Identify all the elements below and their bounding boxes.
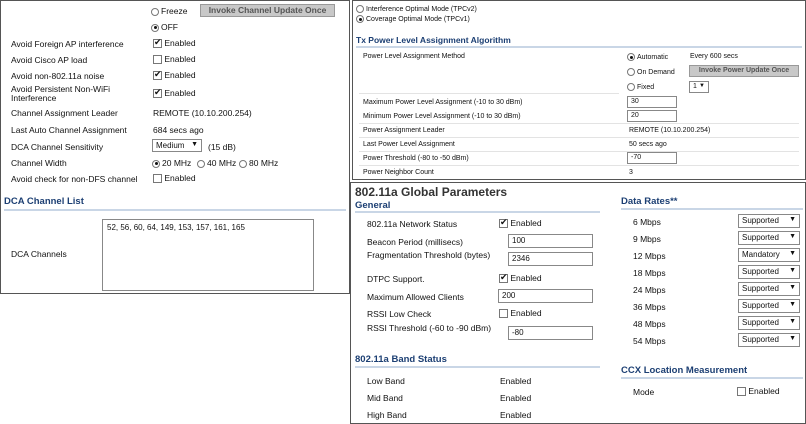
rate-value: Supported (742, 233, 779, 242)
off-option[interactable] (151, 22, 178, 32)
low-band-label: Low Band (367, 376, 405, 386)
avoid-foreign-ap-label: Avoid Foreign AP interference (11, 39, 124, 49)
width-20-radio[interactable] (152, 160, 160, 168)
width-80-option[interactable] (239, 158, 278, 168)
network-status-toggle[interactable] (499, 218, 542, 228)
beacon-period-label: Beacon Period (millisecs) (367, 237, 463, 247)
rate-value: Supported (742, 318, 779, 327)
channel-leader-value: REMOTE (10.10.200.254) (153, 108, 252, 118)
data-rates-title: Data Rates** (621, 196, 678, 207)
row-divider (359, 137, 799, 138)
avoid-persistent-toggle[interactable] (153, 88, 196, 98)
ccx-mode-toggle[interactable] (737, 386, 780, 396)
mode-tpcv1-option[interactable] (356, 15, 470, 23)
fragmentation-value: 2346 (512, 254, 530, 263)
dca-sensitivity-value: Medium (156, 141, 185, 150)
dca-channels-textarea[interactable] (102, 219, 314, 291)
max-clients-input[interactable] (498, 289, 593, 303)
fixed-label: Fixed (637, 83, 655, 91)
section-divider (355, 366, 600, 368)
rate-48-select[interactable] (738, 316, 800, 330)
power-leader-value: REMOTE (10.10.200.254) (629, 127, 711, 134)
enabled-label: Enabled (164, 38, 196, 48)
section-divider (355, 211, 600, 213)
last-power-label: Last Power Level Assignment (363, 141, 455, 148)
avoid-cisco-ap-toggle[interactable] (153, 54, 196, 64)
width-80-label: 80 MHz (249, 158, 279, 168)
last-auto-value: 684 secs ago (153, 125, 204, 135)
chevron-down-icon: ▼ (789, 335, 796, 342)
avoid-persistent-checkbox[interactable] (153, 89, 162, 98)
row-divider (359, 165, 799, 166)
off-radio[interactable] (151, 24, 159, 32)
enabled-label: Enabled (510, 218, 542, 228)
rate-9-select[interactable] (738, 231, 800, 245)
row-divider (359, 151, 799, 152)
enabled-label: Enabled (164, 173, 196, 183)
section-divider (621, 377, 803, 379)
last-auto-label: Last Auto Channel Assignment (11, 125, 127, 135)
rate-label: 36 Mbps (633, 302, 666, 312)
ccx-mode-label: Mode (633, 387, 655, 397)
rate-value: Supported (742, 301, 779, 310)
fixed-level-select[interactable] (689, 81, 709, 93)
avoid-persistent-label: Avoid Persistent Non-WiFi Interference (11, 84, 111, 103)
avoid-cisco-ap-label: Avoid Cisco AP load (11, 55, 88, 65)
ccx-mode-checkbox[interactable] (737, 387, 746, 396)
network-status-label: 802.11a Network Status (367, 219, 458, 229)
general-section-title: General (355, 200, 391, 211)
tx-power-section-title: Tx Power Level Assignment Algorithm (356, 35, 511, 45)
max-clients-value: 200 (502, 291, 516, 300)
fixed-level-value: 1 (693, 83, 697, 90)
network-status-checkbox[interactable] (499, 219, 508, 228)
automatic-radio[interactable] (627, 53, 635, 61)
rate-12-select[interactable] (738, 248, 800, 262)
dca-channels-label: DCA Channels (11, 249, 67, 259)
high-band-value: Enabled (500, 410, 532, 420)
mode-tpcv2-option[interactable] (356, 5, 477, 13)
rate-24-select[interactable] (738, 282, 800, 296)
low-band-value: Enabled (500, 376, 532, 386)
section-divider (356, 46, 802, 48)
rssi-low-toggle[interactable] (499, 308, 542, 318)
neighbor-count-label: Power Neighbor Count (363, 169, 434, 176)
non-dfs-toggle[interactable] (153, 173, 196, 183)
width-80-radio[interactable] (239, 160, 247, 168)
high-band-label: High Band (367, 410, 407, 420)
method-label: Power Level Assignment Method (363, 53, 465, 60)
mode-tpcv1-label: Coverage Optimal Mode (TPCv1) (366, 15, 470, 23)
invoke-power-update-button[interactable]: Invoke Power Update Once (689, 65, 799, 77)
beacon-period-value: 100 (512, 236, 526, 245)
rate-label: 6 Mbps (633, 217, 661, 227)
ccx-section-title: CCX Location Measurement (621, 365, 748, 376)
min-power-value: 20 (631, 112, 639, 119)
rssi-low-label: RSSI Low Check (367, 309, 432, 319)
dtpc-checkbox[interactable] (499, 274, 508, 283)
automatic-interval: Every 600 secs (690, 53, 738, 60)
width-20-label: 20 MHz (162, 158, 192, 168)
on-demand-option[interactable] (627, 68, 675, 76)
avoid-foreign-ap-toggle[interactable] (153, 38, 196, 48)
min-power-input[interactable] (627, 110, 677, 122)
off-label: OFF (161, 22, 178, 32)
width-40-option[interactable] (197, 158, 236, 168)
channel-leader-label: Channel Assignment Leader (11, 108, 118, 118)
avoid-noise-checkbox[interactable] (153, 71, 162, 80)
dca-sensitivity-select[interactable] (152, 139, 202, 152)
chevron-down-icon: ▼ (789, 284, 796, 291)
rate-label: 48 Mbps (633, 319, 666, 329)
dca-sensitivity-label: DCA Channel Sensitivity (11, 142, 104, 152)
automatic-label: Automatic (637, 53, 669, 61)
max-power-label: Maximum Power Level Assignment (-10 to 30 dBm) (363, 99, 523, 106)
page-title: 802.11a Global Parameters (355, 185, 508, 199)
dca-channel-list-title: DCA Channel List (4, 196, 84, 207)
global-parameters-panel (350, 182, 806, 424)
width-20-option[interactable] (152, 158, 191, 168)
rate-label: 18 Mbps (633, 268, 666, 278)
rate-54-select[interactable] (738, 333, 800, 347)
chevron-down-icon: ▼ (789, 301, 796, 308)
rssi-threshold-input[interactable] (508, 326, 593, 340)
rate-value: Supported (742, 335, 779, 344)
avoid-noise-toggle[interactable] (153, 70, 196, 80)
rssi-threshold-label: RSSI Threshold (-60 to -90 dBm) (367, 323, 492, 333)
chevron-down-icon: ▼ (699, 83, 705, 89)
rate-label: 9 Mbps (633, 234, 661, 244)
rate-value: Supported (742, 284, 779, 293)
enabled-label: Enabled (164, 70, 196, 80)
beacon-period-input[interactable] (508, 234, 593, 248)
avoid-foreign-ap-checkbox[interactable] (153, 39, 162, 48)
row-divider (359, 93, 619, 94)
enabled-label: Enabled (164, 88, 196, 98)
non-dfs-label: Avoid check for non-DFS channel (11, 174, 138, 184)
enabled-label: Enabled (510, 308, 542, 318)
rate-label: 24 Mbps (633, 285, 666, 295)
rate-36-select[interactable] (738, 299, 800, 313)
row-divider (359, 123, 799, 124)
mode-tpcv2-radio[interactable] (356, 5, 364, 13)
rate-label: 54 Mbps (633, 336, 666, 346)
avoid-noise-label: Avoid non-802.11a noise (11, 71, 105, 81)
neighbor-count-value: 3 (629, 169, 633, 176)
channel-assignment-panel (0, 0, 350, 294)
rate-value: Supported (742, 267, 779, 276)
chevron-down-icon: ▼ (191, 141, 198, 148)
power-threshold-value: -70 (631, 154, 642, 161)
fixed-option[interactable] (627, 83, 654, 91)
rate-label: 12 Mbps (633, 251, 666, 261)
rate-6-select[interactable] (738, 214, 800, 228)
avoid-cisco-ap-checkbox[interactable] (153, 55, 162, 64)
mid-band-value: Enabled (500, 393, 532, 403)
band-status-title: 802.11a Band Status (355, 354, 447, 365)
automatic-option[interactable] (627, 53, 668, 61)
dtpc-toggle[interactable] (499, 273, 542, 283)
invoke-channel-update-button[interactable]: Invoke Channel Update Once (200, 4, 335, 17)
chevron-down-icon: ▼ (789, 250, 796, 257)
enabled-label: Enabled (510, 273, 542, 283)
section-divider (621, 208, 803, 210)
chevron-down-icon: ▼ (789, 267, 796, 274)
on-demand-radio[interactable] (627, 68, 635, 76)
section-divider (4, 209, 346, 211)
power-threshold-label: Power Threshold (-80 to -50 dBm) (363, 155, 469, 162)
freeze-radio[interactable] (151, 8, 159, 16)
channel-width-label: Channel Width (11, 158, 67, 168)
fragmentation-label: Fragmentation Threshold (bytes) (367, 250, 491, 260)
rate-value: Supported (742, 216, 779, 225)
max-power-input[interactable] (627, 96, 677, 108)
freeze-option[interactable] (151, 6, 187, 16)
rssi-low-checkbox[interactable] (499, 309, 508, 318)
fixed-radio[interactable] (627, 83, 635, 91)
power-leader-label: Power Assignment Leader (363, 127, 445, 134)
mode-tpcv2-label: Interference Optimal Mode (TPCv2) (366, 5, 477, 13)
dca-channels-value: 52, 56, 60, 64, 149, 153, 157, 161, 165 (107, 223, 245, 232)
rate-value: Mandatory (742, 250, 780, 259)
fragmentation-input[interactable] (508, 252, 593, 266)
chevron-down-icon: ▼ (789, 216, 796, 223)
width-40-label: 40 MHz (207, 158, 237, 168)
mode-tpcv1-radio[interactable] (356, 15, 364, 23)
on-demand-label: On Demand (637, 68, 675, 76)
rssi-threshold-value: -80 (512, 328, 524, 337)
rate-18-select[interactable] (738, 265, 800, 279)
power-threshold-input[interactable] (627, 152, 677, 164)
min-power-label: Minimum Power Level Assignment (-10 to 30 dBm) (363, 113, 521, 120)
max-power-value: 30 (631, 98, 639, 105)
max-clients-label: Maximum Allowed Clients (367, 292, 464, 302)
last-power-value: 50 secs ago (629, 141, 667, 148)
width-40-radio[interactable] (197, 160, 205, 168)
chevron-down-icon: ▼ (789, 233, 796, 240)
freeze-label: Freeze (161, 6, 188, 16)
enabled-label: Enabled (164, 54, 196, 64)
chevron-down-icon: ▼ (789, 318, 796, 325)
dtpc-label: DTPC Support. (367, 274, 425, 284)
dca-sensitivity-db: (15 dB) (208, 142, 236, 152)
tx-power-panel (352, 0, 806, 180)
non-dfs-checkbox[interactable] (153, 174, 162, 183)
enabled-label: Enabled (748, 386, 780, 396)
mid-band-label: Mid Band (367, 393, 403, 403)
